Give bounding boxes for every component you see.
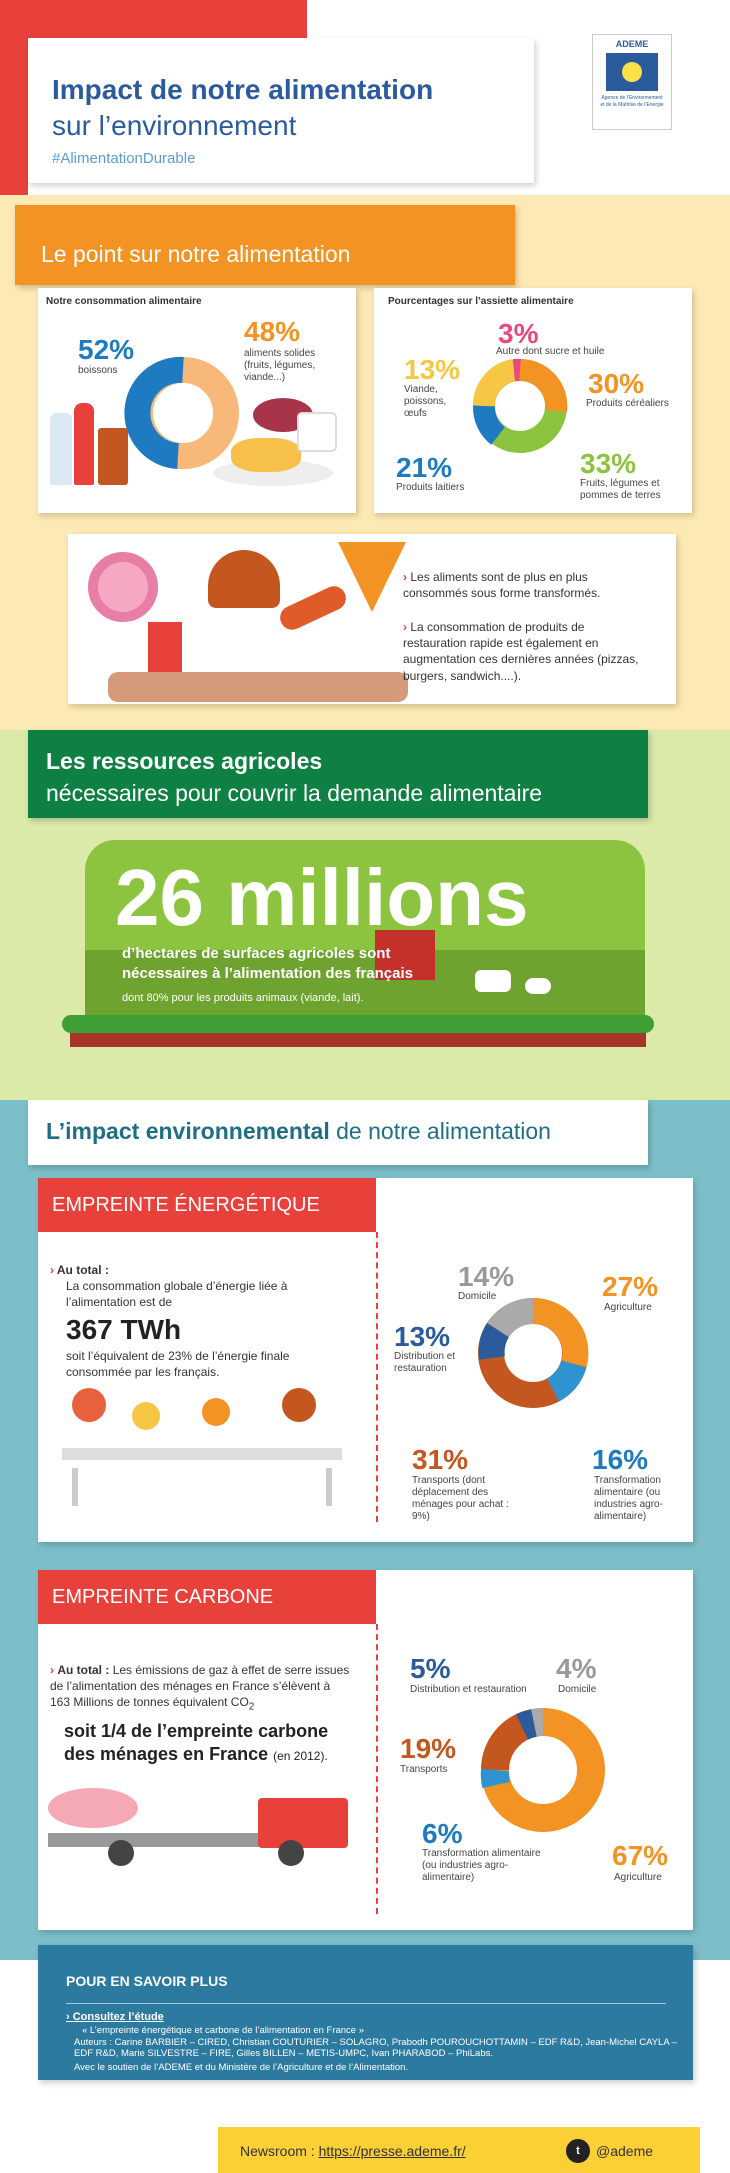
assiette-title: Pourcentages sur l’assiette alimentaire — [388, 296, 574, 307]
carbone-agriculture-label: Agriculture — [614, 1872, 662, 1883]
footer-bar — [218, 2127, 700, 2173]
hashtag[interactable]: #AlimentationDurable — [52, 150, 196, 167]
energie-agriculture-pct: 27% — [602, 1271, 659, 1302]
carbone-title: EMPREINTE CARBONE — [52, 1586, 274, 1608]
energie-title-bar — [38, 1178, 376, 1232]
assiette-viande-pct: 13% — [404, 354, 461, 385]
logo — [592, 34, 672, 130]
energie-transformation-label: Transformation alimentaire (ou industries agro-alimentaire) — [594, 1475, 663, 1522]
title-card — [28, 38, 534, 183]
grass-shelf — [62, 1015, 654, 1033]
assiette-laitiers-label: Produits laitiers — [396, 482, 465, 493]
page-title-line2: sur l’environnement — [52, 110, 297, 141]
more-support: Avec le soutien de l’ADEME et du Ministère de l’Agriculture et de l’Alimentation. — [74, 2062, 409, 2073]
energie-transports-label: Transports (dont déplacement des ménages pour achat : 9%) — [412, 1475, 509, 1522]
conso-boissons-label: boissons — [78, 365, 118, 376]
section2-sub2: dont 80% pour les produits animaux (viande, lait). — [122, 992, 364, 1004]
fastfood-bullet-1: › Les aliments sont de plus en plus consommés sous forme transformés. — [403, 570, 601, 601]
section1-title: Le point sur notre alimentation — [41, 241, 351, 267]
fastfood-illustration — [88, 542, 428, 702]
carbone-transports-pct: 19% — [400, 1733, 457, 1764]
fastfood-bullet-2: › La consommation de produits de restauration rapide est également en augmentation ces dernières années (pizzas, burgers, sandwich....). — [403, 620, 639, 683]
more-link[interactable]: › Consultez l’étude — [66, 2011, 164, 2023]
energie-card — [38, 1178, 693, 1542]
assiette-cereales-label: Produits céréaliers — [586, 398, 669, 409]
carbone-divider — [376, 1624, 378, 1914]
carbone-agriculture-pct: 67% — [612, 1840, 669, 1871]
carbone-year: (en 2012). — [273, 1749, 328, 1764]
sheep-icon — [525, 978, 551, 994]
more-ref: « L’empreinte énergétique et carbone de l’alimentation en France » — [82, 2025, 365, 2036]
energie-divider — [376, 1232, 378, 1522]
carbone-transformation-pct: 6% — [422, 1818, 463, 1849]
assiette-card — [374, 288, 692, 513]
logo-text: Agence de l’Environnement et de la Maîtrise de l’Energie — [600, 95, 664, 108]
section3-title-bar — [28, 1100, 648, 1165]
section2-title-line1: Les ressources agricoles — [46, 748, 323, 774]
carbone-distribution-label: Distribution et restauration — [410, 1684, 527, 1695]
burger-icon — [208, 550, 280, 608]
fastfood-card — [68, 534, 676, 704]
conso-card — [38, 288, 356, 513]
assiette-cereales-pct: 30% — [588, 368, 645, 399]
soil-shelf — [70, 1033, 646, 1047]
energie-transformation-pct: 16% — [592, 1444, 649, 1475]
more-divider — [66, 2003, 666, 2004]
cow-icon — [475, 970, 511, 992]
header-red-left — [0, 50, 28, 200]
section2-title-line2: nécessaires pour couvrir la demande alimentaire — [46, 780, 543, 806]
energie-text2: soit l’équivalent de 23% de l’énergie finale consommée par les français. — [66, 1349, 290, 1380]
section2-title-bar — [28, 730, 648, 818]
logo-name: ADEME — [615, 39, 649, 49]
energie-domicile-pct: 14% — [458, 1261, 515, 1292]
carbone-domicile-label: Domicile — [558, 1684, 597, 1695]
big-figure: 26 millions — [115, 853, 529, 942]
carbone-transports-label: Transports — [400, 1764, 448, 1775]
carbone-domicile-pct: 4% — [556, 1653, 597, 1684]
energie-total-label: › Au total : — [50, 1263, 109, 1277]
conso-boissons-pct: 52% — [78, 334, 135, 365]
assiette-fruits-label: Fruits, légumes et pommes de terres — [580, 478, 661, 501]
conso-solides-pct: 48% — [244, 316, 301, 347]
page-title-line1: Impact de notre alimentation — [52, 74, 434, 105]
carbone-card — [38, 1570, 693, 1930]
pizza-icon — [338, 542, 406, 612]
conso-title: Notre consommation alimentaire — [46, 296, 202, 307]
logo-emblem — [606, 53, 658, 91]
carbone-total-label: Au total : — [57, 1663, 110, 1677]
section3-title-bold: L’impact environnemental — [46, 1118, 330, 1144]
more-authors: Auteurs : Carine BARBIER – CIRED, Christian COUTURIER – SOLAGRO, Prabodh POUROUCHOTTAMIN – EDF R&D, Jean-Michel CAYLA – EDF R&D, Marie SILVESTRE – FIRE, Gilles BILLEN – METIS-UMPC, Ivan PHARABOD – PhiLabs. — [74, 2037, 678, 2060]
energie-big: 367 TWh — [66, 1314, 182, 1345]
carbone-title-bar — [38, 1570, 376, 1624]
energie-distribution-pct: 13% — [394, 1321, 451, 1352]
newsroom-link[interactable]: https://presse.ademe.fr/ — [318, 2143, 466, 2159]
assiette-autre-label: Autre dont sucre et huile — [496, 346, 605, 357]
more-title: POUR EN SAVOIR PLUS — [66, 1973, 228, 1989]
section3-title-rest: de notre alimentation — [329, 1118, 551, 1144]
energie-transports-pct: 31% — [412, 1444, 469, 1475]
truck-illustration — [48, 1778, 368, 1888]
twitter-icon[interactable]: t — [566, 2139, 590, 2163]
carbone-big — [64, 1720, 364, 1767]
carbone-donut — [468, 1695, 618, 1845]
assiette-viande-label: Viande, poissons, œufs — [404, 384, 447, 419]
twitter-handle[interactable]: @ademe — [596, 2143, 654, 2159]
carbone-text1: › Au total : Les émissions de gaz à effet de serre issues de l’alimentation des ménages en France s’élèvent à 163 Millions de tonnes équivalent $CO_2$ — [50, 1663, 350, 1713]
energie-donut — [468, 1288, 598, 1418]
energie-title: EMPREINTE ÉNERGÉTIQUE — [52, 1194, 320, 1216]
carbone-transformation-label: Transformation alimentaire (ou industries agro-alimentaire) — [422, 1848, 541, 1883]
energie-text1: La consommation globale d’énergie liée à l’alimentation est de — [66, 1279, 288, 1310]
plate-illustration — [213, 398, 343, 498]
section3-title — [46, 1118, 551, 1145]
assiette-donut — [470, 356, 570, 456]
newsroom-text: Newsroom : https://presse.ademe.fr/ — [240, 2143, 466, 2159]
section1-title-bar — [15, 205, 515, 285]
carbone-distribution-pct: 5% — [410, 1653, 451, 1684]
family-illustration — [52, 1388, 352, 1506]
assiette-autre-pct: 3% — [498, 318, 539, 349]
energie-domicile-label: Domicile — [458, 1291, 497, 1302]
donut-icon — [88, 552, 158, 622]
energie-agriculture-label: Agriculture — [604, 1302, 652, 1313]
assiette-fruits-pct: 33% — [580, 448, 637, 479]
section2-sub1: d’hectares de surfaces agricoles sont nécessaires à l’alimentation des français — [122, 945, 413, 983]
carbone-big-text: soit 1/4 de l’empreinte carbone des ménages en France — [64, 1721, 329, 1765]
more-panel — [38, 1945, 693, 2080]
energie-distribution-label: Distribution et restauration — [394, 1351, 456, 1374]
bottles-illustration — [50, 393, 130, 493]
assiette-laitiers-pct: 21% — [396, 452, 453, 483]
conso-solides-label: aliments solides (fruits, légumes, viande...) — [244, 348, 316, 383]
